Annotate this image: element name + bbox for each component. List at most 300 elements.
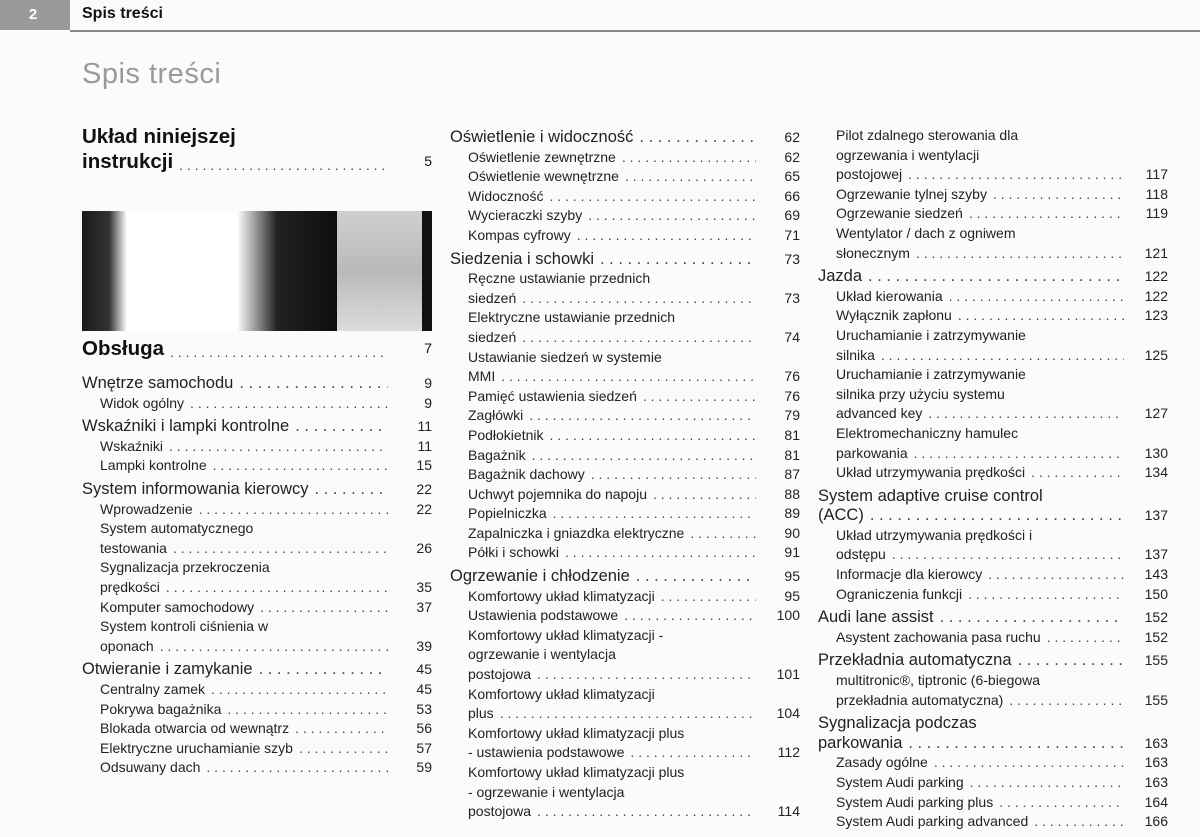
- dot-leader: [522, 328, 756, 348]
- toc-subsection[interactable]: [82, 394, 432, 414]
- dot-leader: [949, 287, 1124, 307]
- dot-leader: [529, 406, 756, 426]
- header-rule: [70, 30, 1200, 32]
- toc-entry-text: Pokrywa bagażnika: [100, 700, 222, 717]
- dot-leader: [190, 394, 388, 414]
- toc-section[interactable]: [818, 487, 1168, 526]
- toc-entry-text: Zapalniczka i gniazdka elektryczne: [468, 524, 685, 541]
- toc-entry-text: prędkości: [100, 578, 160, 595]
- page-ref: 71: [784, 226, 800, 243]
- toc-entry-text: siedzeń: [468, 289, 517, 306]
- dot-leader: [173, 539, 388, 559]
- dot-leader: [239, 374, 388, 394]
- page-ref: 45: [416, 680, 432, 697]
- dot-leader: [591, 465, 756, 485]
- toc-subsection[interactable]: [450, 465, 800, 485]
- page-ref: 7: [424, 340, 432, 356]
- page-ref: 73: [784, 250, 800, 267]
- toc-section[interactable]: [818, 714, 1168, 753]
- toc-entry-text: Ograniczenia funkcji: [836, 585, 963, 602]
- toc-subsection[interactable]: [450, 504, 800, 524]
- toc-entry-text: System adaptive cruise control: [818, 486, 1043, 505]
- toc-subsection[interactable]: [82, 437, 432, 457]
- toc-entry-text: Układ kierowania: [836, 287, 943, 304]
- dot-leader: [600, 250, 756, 270]
- toc-entry-text: parkowania: [818, 733, 903, 752]
- dot-leader: [940, 608, 1124, 628]
- toc-entry-text: Wskaźniki: [100, 437, 164, 454]
- toc-entry-text: Sygnalizacja przekroczenia: [100, 559, 270, 576]
- dot-leader: [868, 267, 1124, 287]
- page-ref: 90: [784, 524, 800, 541]
- dot-leader: [970, 773, 1124, 793]
- toc-entry-text: przekładnia automatyczna): [836, 691, 1004, 708]
- toc-entry-text: System Audi parking advanced: [836, 813, 1029, 830]
- page-ref: 88: [784, 485, 800, 502]
- toc-subsection[interactable]: [450, 606, 800, 626]
- toc-subsection[interactable]: [450, 167, 800, 187]
- toc-entry-text: Elektryczne uruchamianie szyb: [100, 739, 293, 756]
- dot-leader: [636, 567, 756, 587]
- dot-leader: [550, 426, 757, 446]
- toc-entry-text: Przekładnia automatyczna: [818, 651, 1012, 670]
- toc-entry-text: Bagażnik dachowy: [468, 466, 585, 483]
- dot-leader: [625, 167, 756, 187]
- toc-entry-text: Pamięć ustawienia siedzeń: [468, 387, 637, 404]
- page-ref: 87: [784, 466, 800, 483]
- toc-entry-text: multitronic®, tiptronic (6-biegowa: [836, 672, 1041, 689]
- dot-leader: [170, 340, 388, 365]
- page-ref: 121: [1144, 244, 1168, 261]
- dot-leader: [565, 543, 756, 563]
- page-ref: 119: [1145, 205, 1168, 222]
- dot-leader: [553, 504, 756, 524]
- toc-entry-text: - ustawienia podstawowe: [468, 744, 625, 761]
- page-ref: 114: [777, 803, 800, 820]
- toc-entry-text: - ogrzewanie i wentylacja: [468, 783, 625, 800]
- dot-leader: [1034, 812, 1124, 832]
- toc-subsection[interactable]: [818, 463, 1168, 483]
- dot-leader: [206, 758, 388, 778]
- page-ref: 59: [416, 759, 432, 776]
- toc-subsection[interactable]: [82, 700, 432, 720]
- toc-subsection[interactable]: [818, 204, 1168, 224]
- chapter-photo-interior: [82, 211, 432, 331]
- toc-subsection[interactable]: [818, 565, 1168, 585]
- toc-entry-text: Pilot zdalnego sterowania dla: [836, 127, 1019, 143]
- toc-subsection[interactable]: [450, 308, 800, 347]
- toc-entry-text: System informowania kierowcy: [82, 479, 309, 498]
- toc-subsection[interactable]: [82, 617, 432, 656]
- toc-entry-text: ogrzewania i wentylacji: [836, 146, 980, 163]
- dot-leader: [549, 187, 756, 207]
- page-ref: 35: [416, 578, 432, 595]
- toc-subsection[interactable]: [818, 365, 1168, 424]
- page-ref: 65: [784, 168, 800, 185]
- dot-leader: [227, 700, 388, 720]
- dot-leader: [169, 437, 388, 457]
- toc-entry-text: Ogrzewanie i chłodzenie: [450, 567, 630, 586]
- toc-entry-text: oponach: [100, 637, 154, 654]
- toc-subsection[interactable]: [82, 719, 432, 739]
- toc-section[interactable]: [82, 417, 432, 437]
- toc-subsection[interactable]: [818, 224, 1168, 263]
- page-ref: 73: [784, 289, 800, 306]
- page-ref: 152: [1144, 628, 1168, 645]
- toc-subsection[interactable]: [82, 519, 432, 558]
- toc-section[interactable]: [450, 250, 800, 270]
- toc-subsection[interactable]: [818, 424, 1168, 463]
- toc-entry-text: Wnętrze samochodu: [82, 374, 234, 392]
- dot-leader: [908, 165, 1124, 185]
- toc-entry-text: Siedzenia i schowki: [450, 249, 594, 268]
- page-ref: 122: [1144, 268, 1168, 285]
- toc-subsection[interactable]: [818, 773, 1168, 793]
- toc-subsection[interactable]: [450, 685, 800, 724]
- dot-leader: [988, 565, 1124, 585]
- page-ref: 39: [416, 637, 432, 654]
- toc-entry-text: słonecznym: [836, 244, 910, 261]
- toc-entry-text: Oświetlenie wewnętrzne: [468, 168, 619, 185]
- dot-leader: [892, 545, 1124, 565]
- toc-entry-text: Odsuwany dach: [100, 759, 201, 776]
- dot-leader: [259, 660, 388, 680]
- toc-entry-text: advanced key: [836, 405, 923, 422]
- dot-leader: [661, 587, 756, 607]
- page-ref: 155: [1144, 652, 1168, 669]
- toc-entry-text: Komfortowy układ klimatyzacji: [468, 587, 655, 604]
- toc-column-2: [450, 128, 800, 822]
- dot-leader: [213, 456, 388, 476]
- dot-leader: [577, 226, 756, 246]
- page-ref: 69: [784, 207, 800, 224]
- toc-entry-text: Układ utrzymywania prędkości: [836, 464, 1026, 481]
- toc-subsection[interactable]: [450, 406, 800, 426]
- toc-section[interactable]: [450, 567, 800, 587]
- toc-entry-text: Lampki kontrolne: [100, 457, 207, 474]
- toc-subsection[interactable]: [450, 446, 800, 466]
- toc-entry-text: System Audi parking plus: [836, 793, 994, 810]
- dot-leader: [537, 802, 756, 822]
- toc-entry-text: parkowania: [836, 444, 908, 461]
- toc-entry-text: Jazda: [818, 267, 863, 286]
- toc-entry-text: System automatycznego: [100, 520, 254, 537]
- dot-leader: [500, 704, 756, 724]
- toc-subsection[interactable]: [450, 485, 800, 505]
- dot-leader: [588, 206, 756, 226]
- toc-entry-text: Układ utrzymywania prędkości i: [836, 526, 1033, 543]
- dot-leader: [630, 743, 756, 763]
- dot-leader: [295, 719, 388, 739]
- page-ref: 134: [1144, 464, 1168, 481]
- toc-entry-text: Komfortowy układ klimatyzacji: [468, 685, 655, 702]
- dot-leader: [916, 244, 1124, 264]
- toc-entry-text: Informacje dla kierowcy: [836, 566, 983, 583]
- toc-subsection[interactable]: [818, 628, 1168, 648]
- toc-subsection[interactable]: [82, 680, 432, 700]
- toc-column-3: [818, 126, 1168, 832]
- toc-subsection[interactable]: [818, 812, 1168, 832]
- toc-entry-text: MMI: [468, 368, 496, 385]
- chapter-title-line: Obsługa: [82, 337, 165, 360]
- toc-entry-text: Elektromechaniczny hamulec: [836, 424, 1019, 441]
- toc-entry-text: (ACC): [818, 506, 864, 525]
- toc-entry-text: postojowa: [468, 666, 532, 683]
- page-ref: 62: [784, 148, 800, 165]
- toc-entry-text: Komfortowy układ klimatyzacji -: [468, 626, 664, 643]
- toc-entry-text: Audi lane assist: [818, 608, 934, 627]
- dot-leader: [993, 185, 1124, 205]
- toc-entry-text: Asystent zachowania pasa ruchu: [836, 628, 1041, 645]
- page-ref: 152: [1144, 609, 1168, 626]
- page-ref: 163: [1144, 754, 1168, 771]
- toc-subsection[interactable]: [450, 587, 800, 607]
- toc-subsection[interactable]: [818, 526, 1168, 565]
- dot-leader: [160, 637, 388, 657]
- toc-entry-text: silnika przy użyciu systemu: [836, 385, 1005, 402]
- toc-entry-text: Komfortowy układ klimatyzacji plus: [468, 724, 685, 741]
- dot-leader: [260, 598, 388, 618]
- toc-subsection[interactable]: [82, 456, 432, 476]
- toc-subsection[interactable]: [450, 206, 800, 226]
- dot-leader: [532, 446, 756, 466]
- chapter-obsluga[interactable]: [82, 336, 432, 365]
- toc-entry-text: Ustawienia podstawowe: [468, 607, 619, 624]
- dot-leader: [690, 524, 756, 544]
- page-title: Spis treści: [82, 58, 222, 90]
- toc-subsection[interactable]: [450, 226, 800, 246]
- toc-entry-text: Bagażnik: [468, 446, 526, 463]
- toc-entry-text: Komfortowy układ klimatyzacji plus: [468, 764, 685, 780]
- page-ref: 81: [784, 426, 800, 443]
- page-number: 2: [28, 6, 38, 23]
- toc-subsection[interactable]: [82, 758, 432, 778]
- page-ref: 163: [1144, 774, 1168, 790]
- toc-entry-text: Elektryczne ustawianie przednich: [468, 309, 675, 326]
- toc-entry-text: Wyłącznik zapłonu: [836, 307, 952, 324]
- toc-subsection[interactable]: [82, 500, 432, 520]
- toc-entry-text: postojowej: [836, 166, 903, 183]
- toc-subsection[interactable]: [818, 585, 1168, 605]
- toc-entry-text: Uruchamianie i zatrzymywanie: [836, 326, 1026, 343]
- toc-subsection[interactable]: [450, 187, 800, 207]
- toc-entry-text: siedzeń: [468, 328, 517, 345]
- page-ref: 74: [784, 328, 800, 345]
- toc-entry-text: Komputer samochodowy: [100, 598, 255, 615]
- toc-entry-text: Oświetlenie i widoczność: [450, 128, 634, 146]
- page-ref: 22: [416, 480, 432, 497]
- toc-subsection[interactable]: [818, 753, 1168, 773]
- toc-entry-text: Otwieranie i zamykanie: [82, 660, 253, 679]
- page-ref: 123: [1144, 307, 1168, 324]
- page-ref: 104: [776, 705, 800, 722]
- toc-subsection[interactable]: [450, 148, 800, 168]
- page-ref: 100: [776, 607, 800, 624]
- page-ref: 163: [1144, 734, 1168, 751]
- toc-entry-text: Blokada otwarcia od wewnątrz: [100, 720, 290, 737]
- toc-subsection[interactable]: [450, 724, 800, 763]
- dot-leader: [908, 734, 1124, 754]
- page-ref: 11: [417, 437, 432, 454]
- page-ref: 137: [1144, 546, 1168, 563]
- page-ref: 137: [1144, 507, 1168, 524]
- toc-section[interactable]: [82, 374, 432, 394]
- page-ref: 37: [416, 598, 432, 615]
- toc-subsection[interactable]: [450, 543, 800, 563]
- dot-leader: [1047, 628, 1124, 648]
- dot-leader: [1031, 463, 1124, 483]
- dot-leader: [199, 500, 388, 520]
- page-ref: 9: [424, 394, 432, 411]
- toc-entry-text: Wycieraczki szyby: [468, 207, 583, 224]
- page-ref: 95: [784, 587, 800, 604]
- toc-entry-text: Zagłówki: [468, 407, 524, 424]
- dot-leader: [934, 753, 1124, 773]
- toc-entry-text: System kontroli ciśnienia w: [100, 618, 269, 635]
- dot-leader: [166, 578, 388, 598]
- page-ref: 117: [1145, 166, 1168, 183]
- page-ref: 89: [784, 505, 800, 522]
- chapter-title-line: instrukcji: [82, 150, 174, 173]
- running-header: Spis treści: [82, 5, 163, 22]
- page-ref: 11: [417, 418, 432, 435]
- dot-leader: [870, 506, 1124, 526]
- toc-subsection[interactable]: [818, 793, 1168, 813]
- toc-entry-text: Oświetlenie zewnętrzne: [468, 148, 616, 165]
- toc-entry-text: Uruchamianie i zatrzymywanie: [836, 366, 1026, 383]
- toc-entry-text: System Audi parking: [836, 774, 964, 790]
- page-ref: 122: [1144, 287, 1168, 304]
- toc-subsection[interactable]: [450, 763, 800, 822]
- page-ref: 76: [784, 387, 800, 404]
- page-ref: 5: [424, 153, 432, 169]
- toc-entry-text: Podłokietnik: [468, 426, 544, 443]
- toc-subsection[interactable]: [818, 126, 1168, 185]
- chapter-uklad-instrukcji[interactable]: [82, 124, 432, 178]
- page-ref: 62: [784, 129, 800, 145]
- page-ref: 143: [1144, 566, 1168, 583]
- dot-leader: [179, 153, 388, 178]
- page-ref: 150: [1144, 585, 1168, 602]
- dot-leader: [653, 485, 756, 505]
- toc-subsection[interactable]: [450, 626, 800, 685]
- toc-subsection[interactable]: [818, 671, 1168, 710]
- dot-leader: [295, 417, 388, 437]
- dot-leader: [958, 306, 1124, 326]
- page-ref: 9: [424, 375, 432, 391]
- toc-entry-text: Półki i schowki: [468, 544, 560, 561]
- toc-entry-text: Centralny zamek: [100, 680, 206, 697]
- page-ref: 166: [1144, 813, 1168, 830]
- page-ref: 79: [784, 407, 800, 424]
- toc-entry-text: silnika: [836, 346, 875, 363]
- toc-entry-text: Ustawianie siedzeń w systemie: [468, 348, 662, 365]
- page-ref: 127: [1144, 405, 1168, 422]
- toc-section[interactable]: [818, 267, 1168, 287]
- page-ref: 130: [1144, 444, 1168, 461]
- toc-column-1: [82, 374, 432, 778]
- dot-leader: [315, 480, 389, 500]
- page-ref: 56: [416, 720, 432, 737]
- toc-entry-text: testowania: [100, 539, 167, 556]
- page-ref: 15: [416, 457, 432, 474]
- dot-leader: [1009, 691, 1124, 711]
- toc-entry-text: Ogrzewanie tylnej szyby: [836, 185, 987, 202]
- toc-subsection[interactable]: [818, 326, 1168, 365]
- dot-leader: [928, 404, 1124, 424]
- toc-entry-text: Popielniczka: [468, 505, 547, 522]
- toc-section[interactable]: [450, 128, 800, 148]
- page-ref: 164: [1144, 793, 1168, 810]
- dot-leader: [537, 665, 756, 685]
- page-ref: 53: [416, 700, 432, 717]
- toc-subsection[interactable]: [818, 306, 1168, 326]
- toc-entry-text: Wprowadzenie: [100, 500, 193, 517]
- toc-entry-text: postojowa: [468, 803, 532, 820]
- page-ref: 91: [784, 544, 800, 561]
- dot-leader: [881, 346, 1124, 366]
- page-ref: 118: [1145, 185, 1168, 202]
- toc-subsection[interactable]: [450, 387, 800, 407]
- toc-section[interactable]: [82, 480, 432, 500]
- page-ref: 76: [784, 368, 800, 385]
- toc-entry-text: Widoczność: [468, 187, 544, 204]
- toc-subsection[interactable]: [818, 287, 1168, 307]
- toc-subsection[interactable]: [82, 739, 432, 759]
- toc-subsection[interactable]: [450, 348, 800, 387]
- toc-subsection[interactable]: [450, 426, 800, 446]
- chapter-title-line: Układ niniejszej: [82, 125, 236, 148]
- toc-subsection[interactable]: [82, 598, 432, 618]
- toc-entry-text: Ogrzewanie siedzeń: [836, 205, 963, 222]
- toc-entry-text: ogrzewanie i wentylacja: [468, 646, 616, 663]
- dot-leader: [501, 367, 756, 387]
- toc-entry-text: plus: [468, 705, 494, 722]
- dot-leader: [914, 444, 1124, 464]
- page-ref: 45: [416, 661, 432, 678]
- page-ref: 101: [776, 666, 800, 683]
- dot-leader: [299, 739, 388, 759]
- page-ref: 95: [784, 568, 800, 585]
- toc-entry-text: odstępu: [836, 546, 886, 563]
- page-ref: 26: [416, 539, 432, 556]
- dot-leader: [624, 606, 756, 626]
- toc-entry-text: Zasady ogólne: [836, 754, 928, 771]
- page-ref: 155: [1144, 691, 1168, 708]
- page-ref: 81: [784, 446, 800, 463]
- page-ref: 112: [777, 744, 800, 761]
- dot-leader: [999, 793, 1124, 813]
- toc-subsection[interactable]: [450, 269, 800, 308]
- toc-subsection[interactable]: [82, 558, 432, 597]
- dot-leader: [1018, 651, 1124, 671]
- toc-subsection[interactable]: [818, 185, 1168, 205]
- dot-leader: [968, 585, 1124, 605]
- dot-leader: [969, 204, 1124, 224]
- dot-leader: [639, 128, 756, 148]
- toc-subsection[interactable]: [450, 524, 800, 544]
- toc-section[interactable]: [82, 660, 432, 680]
- toc-entry-text: Uchwyt pojemnika do napoju: [468, 485, 647, 502]
- dot-leader: [643, 387, 756, 407]
- toc-section[interactable]: [818, 608, 1168, 628]
- toc-entry-text: Sygnalizacja podczas: [818, 714, 977, 733]
- toc-entry-text: Kompas cyfrowy: [468, 226, 571, 243]
- toc-section[interactable]: [818, 651, 1168, 671]
- toc-entry-text: Wentylator / dach z ogniwem: [836, 224, 1016, 241]
- page-ref: 125: [1144, 346, 1168, 363]
- page-number-tab: [0, 0, 70, 30]
